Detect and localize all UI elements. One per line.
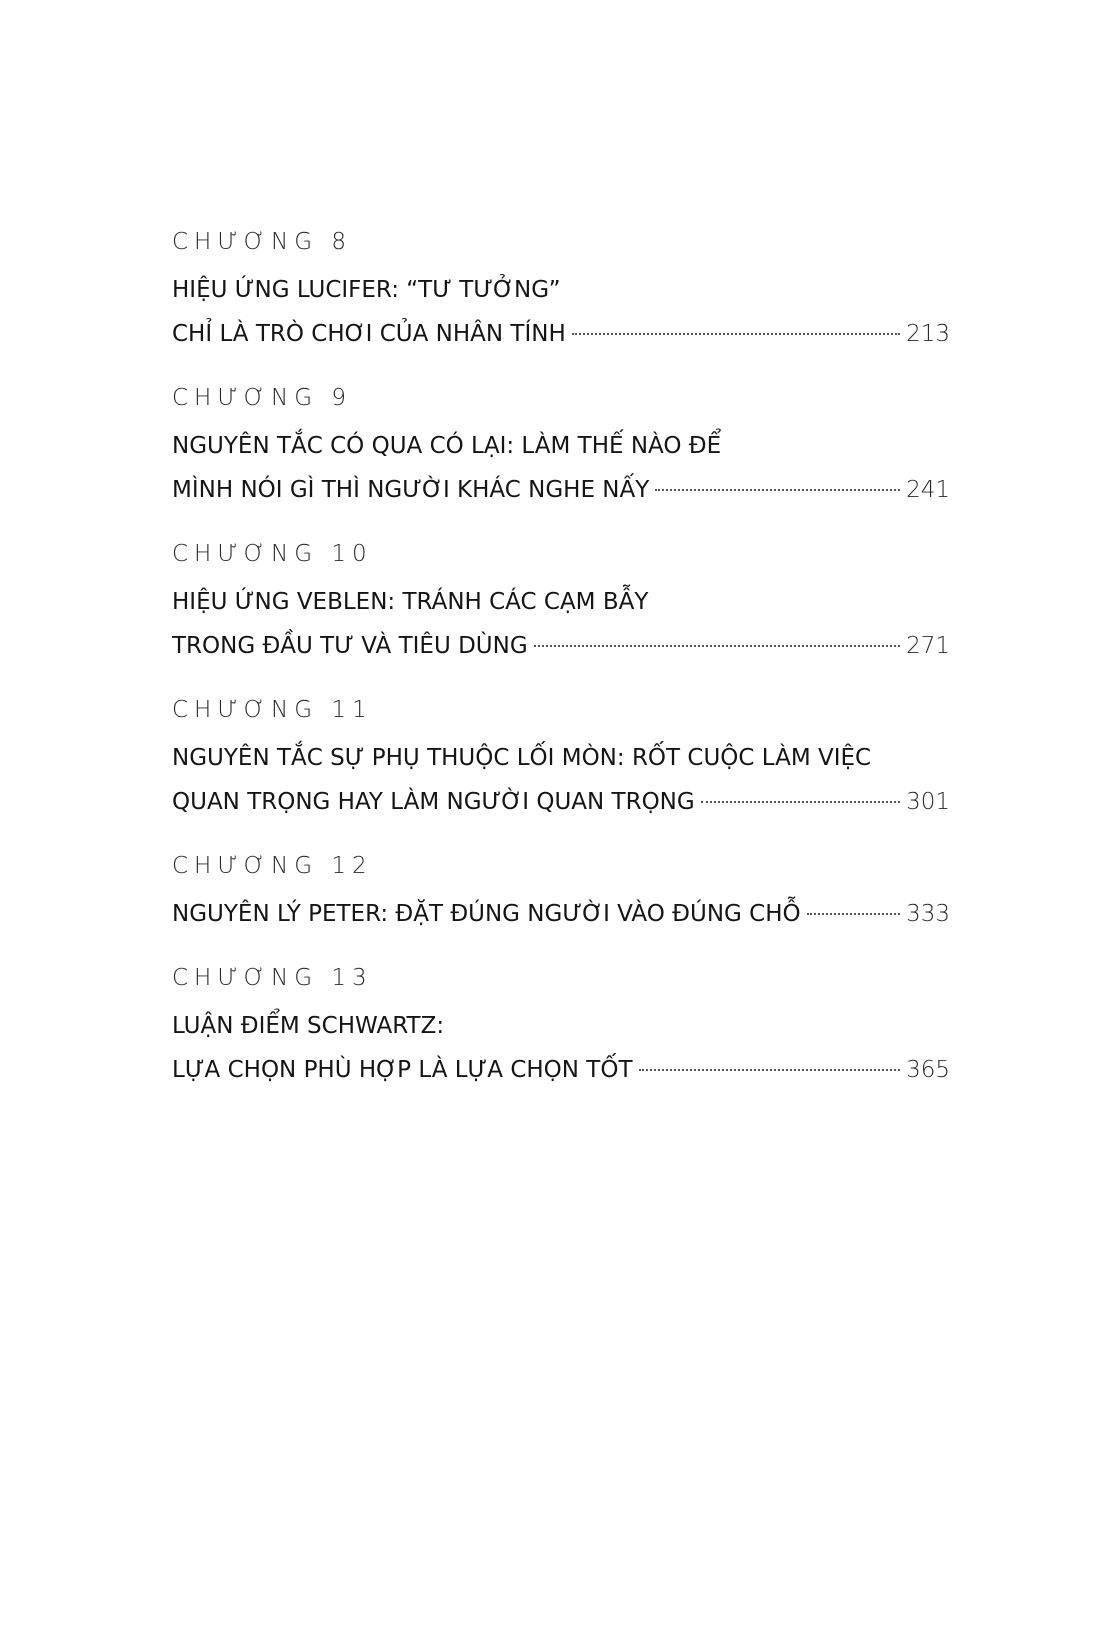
chapter-title-line: MÌNH NÓI GÌ THÌ NGƯỜI KHÁC NGHE NẤY [172, 477, 650, 503]
chapter-label: CHƯƠNG 12 [172, 853, 373, 879]
toc-entry-chapter-9[interactable] [172, 382, 950, 512]
chapter-label: CHƯƠNG 10 [172, 541, 373, 567]
chapter-title-final-line [172, 780, 950, 824]
dot-leader [534, 645, 900, 647]
chapter-title-final-line [172, 892, 950, 936]
toc-entry-chapter-12[interactable] [172, 850, 950, 936]
toc-entry-chapter-8[interactable] [172, 226, 950, 356]
chapter-label: CHƯƠNG 13 [172, 965, 373, 991]
page-number: 365 [906, 1057, 950, 1083]
toc-entry-chapter-11[interactable] [172, 694, 950, 824]
chapter-title-line: NGUYÊN TẮC SỰ PHỤ THUỘC LỐI MÒN: RỐT CUỘC LÀM VIỆC [172, 745, 872, 771]
chapter-title-final-line [172, 1048, 950, 1092]
chapter-title-line: NGUYÊN LÝ PETER: ĐẶT ĐÚNG NGƯỜI VÀO ĐÚNG CHỖ [172, 901, 801, 927]
toc-entry-chapter-13[interactable] [172, 962, 950, 1092]
chapter-title-line: HIỆU ỨNG LUCIFER: “TƯ TƯỞNG” [172, 277, 561, 303]
chapter-label: CHƯƠNG 9 [172, 385, 353, 411]
page-number: 271 [906, 633, 950, 659]
chapter-title-final-line [172, 624, 950, 668]
dot-leader [807, 913, 900, 915]
chapter-title-line: HIỆU ỨNG VEBLEN: TRÁNH CÁC CẠM BẪY [172, 589, 649, 615]
chapter-title-line: LUẬN ĐIỂM SCHWARTZ: [172, 1013, 445, 1039]
page-number: 213 [906, 321, 950, 347]
chapter-title-line: QUAN TRỌNG HAY LÀM NGƯỜI QUAN TRỌNG [172, 789, 695, 815]
chapter-title-final-line [172, 312, 950, 356]
chapter-label: CHƯƠNG 8 [172, 229, 353, 255]
dot-leader [639, 1069, 901, 1071]
table-of-contents [172, 226, 950, 1118]
chapter-title-line: NGUYÊN TẮC CÓ QUA CÓ LẠI: LÀM THẾ NÀO ĐỂ [172, 433, 722, 459]
chapter-title-line: CHỈ LÀ TRÒ CHƠI CỦA NHÂN TÍNH [172, 321, 566, 347]
chapter-title-line: TRONG ĐẦU TƯ VÀ TIÊU DÙNG [172, 633, 528, 659]
dot-leader [655, 489, 900, 491]
chapter-label: CHƯƠNG 11 [172, 697, 373, 723]
page-number: 333 [906, 901, 950, 927]
chapter-title-final-line [172, 468, 950, 512]
chapter-title-line: LỰA CHỌN PHÙ HỢP LÀ LỰA CHỌN TỐT [172, 1057, 633, 1083]
page-number: 241 [906, 477, 950, 503]
toc-entry-chapter-10[interactable] [172, 538, 950, 668]
dot-leader [701, 801, 900, 803]
page-number: 301 [906, 789, 950, 815]
dot-leader [572, 333, 900, 335]
